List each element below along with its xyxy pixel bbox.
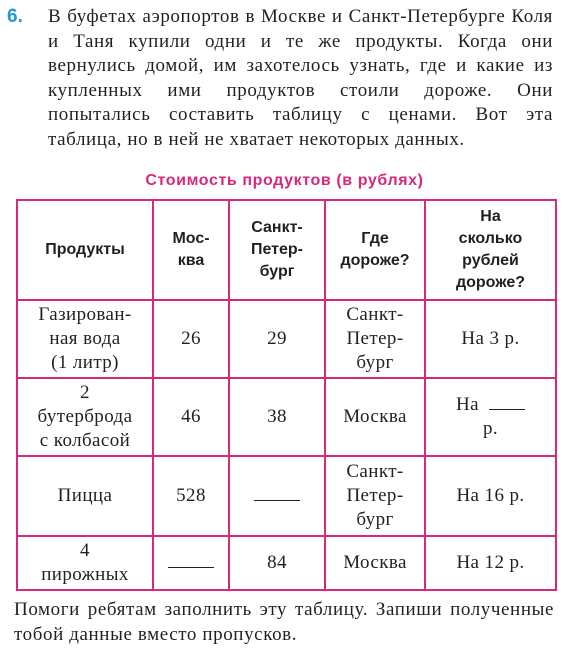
cell-how-much[interactable] (425, 378, 556, 456)
header-how-much: На сколько рублей дороже? (425, 200, 556, 300)
answer-blank[interactable] (168, 566, 214, 568)
answer-blank[interactable] (489, 408, 525, 410)
cell-where: Москва (325, 378, 425, 456)
cell-spb: 29 (229, 300, 325, 378)
header-moscow: Мос- ква (153, 200, 229, 300)
price-table (16, 199, 557, 591)
problem-number: 6. (7, 6, 23, 27)
cell-how-much: На 3 р. (425, 300, 556, 378)
cell-moscow: 528 (153, 456, 229, 536)
cell-product: 4 пирожных (17, 536, 153, 590)
cell-where: Москва (325, 536, 425, 590)
header-spb: Санкт- Петер- бург (229, 200, 325, 300)
cell-moscow[interactable] (153, 536, 229, 590)
table-row (17, 300, 556, 378)
header-product: Продукты (17, 200, 153, 300)
table-row (17, 456, 556, 536)
cell-product: 2 бутерброда с колбасой (17, 378, 153, 456)
header-where: Где дороже? (325, 200, 425, 300)
cell-where: Санкт- Петер- бург (325, 300, 425, 378)
table-row (17, 536, 556, 590)
cell-spb[interactable] (229, 456, 325, 536)
cell-how-much: На 16 р. (425, 456, 556, 536)
answer-blank[interactable] (254, 499, 300, 501)
cell-spb: 38 (229, 378, 325, 456)
problem-text: В буфетах аэропортов в Москве и Санкт-Петербурге Коля и Таня купили одни и те же продукты. Когда они вернулись домой, им захотелось узнать, где и какие из купленных ими продуктов стоили дороже. Они попытались составить таблицу с ценами. Вот эта таблица, но в ней не хватает некоторых данных. (48, 6, 553, 150)
how-much-suffix: р. (482, 418, 499, 439)
cell-how-much: На 12 р. (425, 536, 556, 590)
how-much-prefix: На (456, 394, 479, 415)
cell-product: Газирован- ная вода (1 литр) (17, 300, 153, 378)
cell-moscow: 26 (153, 300, 229, 378)
cell-moscow: 46 (153, 378, 229, 456)
instruction-text: Помоги ребятам заполнить эту таблицу. Запиши полученные тобой данные вместо пропусков. (14, 599, 554, 645)
table-title: Стоимость продуктов (в рублях) (145, 172, 424, 189)
cell-product: Пицца (17, 456, 153, 536)
cell-where: Санкт- Петер- бург (325, 456, 425, 536)
table-row (17, 378, 556, 456)
header-row (17, 200, 556, 300)
cell-spb: 84 (229, 536, 325, 590)
